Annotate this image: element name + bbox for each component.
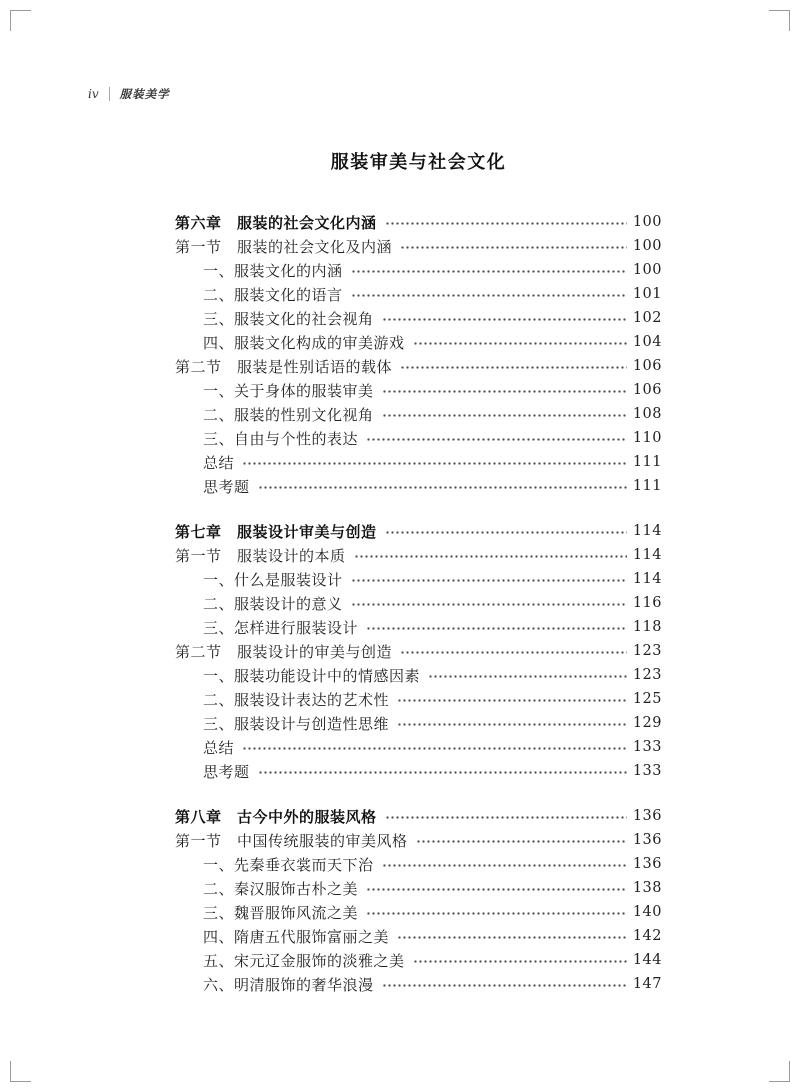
toc-entry-page: 111 <box>632 454 662 470</box>
toc-leader-dots <box>351 263 627 278</box>
toc-leader-dots <box>382 407 627 422</box>
toc-entry-title: 三、服装设计与创造性思维 <box>203 714 390 733</box>
toc-entry-page: 136 <box>632 808 662 824</box>
toc-entry-page: 104 <box>632 334 662 350</box>
toc-entry-title: 三、魏晋服饰风流之美 <box>203 903 359 922</box>
toc-entry <box>175 474 662 498</box>
toc-leader-dots <box>351 572 627 587</box>
toc-entry <box>175 828 662 852</box>
toc-leader-dots <box>413 953 627 968</box>
toc-entry-title: 总结 <box>203 738 235 757</box>
toc-entry <box>175 759 662 783</box>
toc-entry-title: 二、服装设计表达的艺术性 <box>203 690 390 709</box>
crop-mark-bottom-left <box>10 1061 31 1082</box>
toc-entry-title: 第一节 服装设计的本质 <box>175 546 346 565</box>
toc-entry <box>175 402 662 426</box>
toc-entry-page: 147 <box>632 976 662 992</box>
toc-entry-title: 第一节 服装的社会文化及内涵 <box>175 237 393 256</box>
toc-leader-dots <box>258 764 627 779</box>
toc-entry-page: 136 <box>632 856 662 872</box>
toc-entry <box>175 543 662 567</box>
toc-entry-page: 100 <box>632 214 662 230</box>
crop-mark-top-left <box>10 10 31 31</box>
toc-entry <box>175 804 662 828</box>
toc-entry-page: 133 <box>632 763 662 779</box>
toc-entry-title: 一、关于身体的服装审美 <box>203 381 374 400</box>
toc-entry <box>175 948 662 972</box>
toc-leader-dots <box>413 335 627 350</box>
toc-entry-title: 二、服装的性别文化视角 <box>203 405 374 424</box>
toc-entry-page: 101 <box>632 286 662 302</box>
toc-leader-dots <box>428 668 627 683</box>
toc-entry <box>175 687 662 711</box>
toc-entry-title: 第二节 服装设计的审美与创造 <box>175 642 393 661</box>
toc-entry <box>175 426 662 450</box>
toc-leader-dots <box>385 524 627 539</box>
toc-entry-page: 123 <box>632 667 662 683</box>
toc-entry <box>175 663 662 687</box>
toc-leader-dots <box>366 905 627 920</box>
toc-entry-title: 五、宋元辽金服饰的淡雅之美 <box>203 951 405 970</box>
toc-entry-page: 129 <box>632 715 662 731</box>
toc-entry-title: 三、自由与个性的表达 <box>203 429 359 448</box>
toc-entry <box>175 711 662 735</box>
toc-entry <box>175 900 662 924</box>
toc-entry-page: 123 <box>632 643 662 659</box>
toc-entry-title: 总结 <box>203 453 235 472</box>
toc-leader-dots <box>366 881 627 896</box>
toc-content <box>175 148 662 996</box>
toc-entry-title: 四、服装文化构成的审美游戏 <box>203 333 405 352</box>
toc-entry-page: 111 <box>632 478 662 494</box>
toc-entry-title: 第七章 服装设计审美与创造 <box>175 523 377 541</box>
toc-entry <box>175 330 662 354</box>
toc-leader-dots <box>242 455 627 470</box>
toc-entry <box>175 378 662 402</box>
toc-leader-dots <box>351 287 627 302</box>
toc-leader-dots <box>400 239 627 254</box>
toc-leader-dots <box>258 479 627 494</box>
toc-entry-title: 第八章 古今中外的服装风格 <box>175 808 377 826</box>
toc-entry <box>175 282 662 306</box>
toc-entry <box>175 591 662 615</box>
running-title: 服装美学 <box>119 89 170 101</box>
toc-entry-title: 第二节 服装是性别话语的载体 <box>175 357 393 376</box>
toc-entry-page: 114 <box>632 571 662 587</box>
toc-list <box>175 210 662 996</box>
crop-mark-bottom-right <box>769 1061 790 1082</box>
toc-entry <box>175 258 662 282</box>
toc-leader-dots <box>354 548 627 563</box>
toc-leader-dots <box>397 716 627 731</box>
toc-entry-page: 102 <box>632 310 662 326</box>
toc-entry-page: 106 <box>632 358 662 374</box>
toc-leader-dots <box>397 929 627 944</box>
toc-entry-title: 第一节 中国传统服装的审美风格 <box>175 831 408 850</box>
toc-entry <box>175 519 662 543</box>
toc-leader-dots <box>400 359 627 374</box>
toc-leader-dots <box>242 740 627 755</box>
page-header <box>88 86 170 102</box>
toc-entry <box>175 876 662 900</box>
toc-entry-page: 106 <box>632 382 662 398</box>
toc-leader-dots <box>382 383 627 398</box>
part-title: 服装审美与社会文化 <box>330 152 507 172</box>
toc-leader-dots <box>400 644 627 659</box>
toc-entry-page: 114 <box>632 523 662 539</box>
toc-entry <box>175 210 662 234</box>
toc-entry-page: 100 <box>632 262 662 278</box>
toc-entry <box>175 306 662 330</box>
toc-entry <box>175 567 662 591</box>
toc-leader-dots <box>382 311 627 326</box>
folio-page-number: iv <box>88 87 99 101</box>
toc-entry <box>175 639 662 663</box>
toc-leader-dots <box>382 857 627 872</box>
toc-entry <box>175 234 662 258</box>
toc-leader-dots <box>366 431 627 446</box>
toc-entry <box>175 924 662 948</box>
toc-entry <box>175 735 662 759</box>
toc-leader-dots <box>351 596 627 611</box>
toc-entry <box>175 852 662 876</box>
toc-entry-page: 114 <box>632 547 662 563</box>
toc-entry-title: 思考题 <box>203 762 250 781</box>
toc-leader-dots <box>382 977 627 992</box>
toc-entry-title: 二、服装文化的语言 <box>203 285 343 304</box>
toc-entry-page: 144 <box>632 952 662 968</box>
toc-entry-title: 一、服装文化的内涵 <box>203 261 343 280</box>
toc-entry-page: 138 <box>632 880 662 896</box>
toc-entry-title: 一、服装功能设计中的情感因素 <box>203 666 421 685</box>
header-divider <box>109 87 110 101</box>
toc-entry-title: 三、怎样进行服装设计 <box>203 618 359 637</box>
toc-entry <box>175 354 662 378</box>
toc-entry-page: 100 <box>632 238 662 254</box>
toc-leader-dots <box>385 809 627 824</box>
toc-entry-page: 125 <box>632 691 662 707</box>
toc-entry-title: 六、明清服饰的奢华浪漫 <box>203 975 374 994</box>
toc-entry-page: 142 <box>632 928 662 944</box>
toc-entry-page: 136 <box>632 832 662 848</box>
toc-entry <box>175 972 662 996</box>
toc-entry-title: 一、先秦垂衣裳而天下治 <box>203 855 374 874</box>
toc-entry <box>175 450 662 474</box>
toc-leader-dots <box>416 833 627 848</box>
toc-entry-page: 110 <box>632 430 662 446</box>
toc-entry <box>175 615 662 639</box>
crop-mark-top-right <box>769 10 790 31</box>
toc-entry-title: 二、秦汉服饰古朴之美 <box>203 879 359 898</box>
toc-leader-dots <box>385 215 627 230</box>
toc-entry-title: 第六章 服装的社会文化内涵 <box>175 214 377 232</box>
toc-entry-page: 116 <box>632 595 662 611</box>
toc-entry-title: 一、什么是服装设计 <box>203 570 343 589</box>
toc-entry-title: 三、服装文化的社会视角 <box>203 309 374 328</box>
toc-entry-title: 思考题 <box>203 477 250 496</box>
toc-leader-dots <box>397 692 627 707</box>
toc-entry-title: 二、服装设计的意义 <box>203 594 343 613</box>
toc-entry-page: 133 <box>632 739 662 755</box>
toc-entry-page: 140 <box>632 904 662 920</box>
toc-entry-page: 118 <box>632 619 662 635</box>
toc-leader-dots <box>366 620 627 635</box>
toc-entry-title: 四、隋唐五代服饰富丽之美 <box>203 927 390 946</box>
toc-entry-page: 108 <box>632 406 662 422</box>
